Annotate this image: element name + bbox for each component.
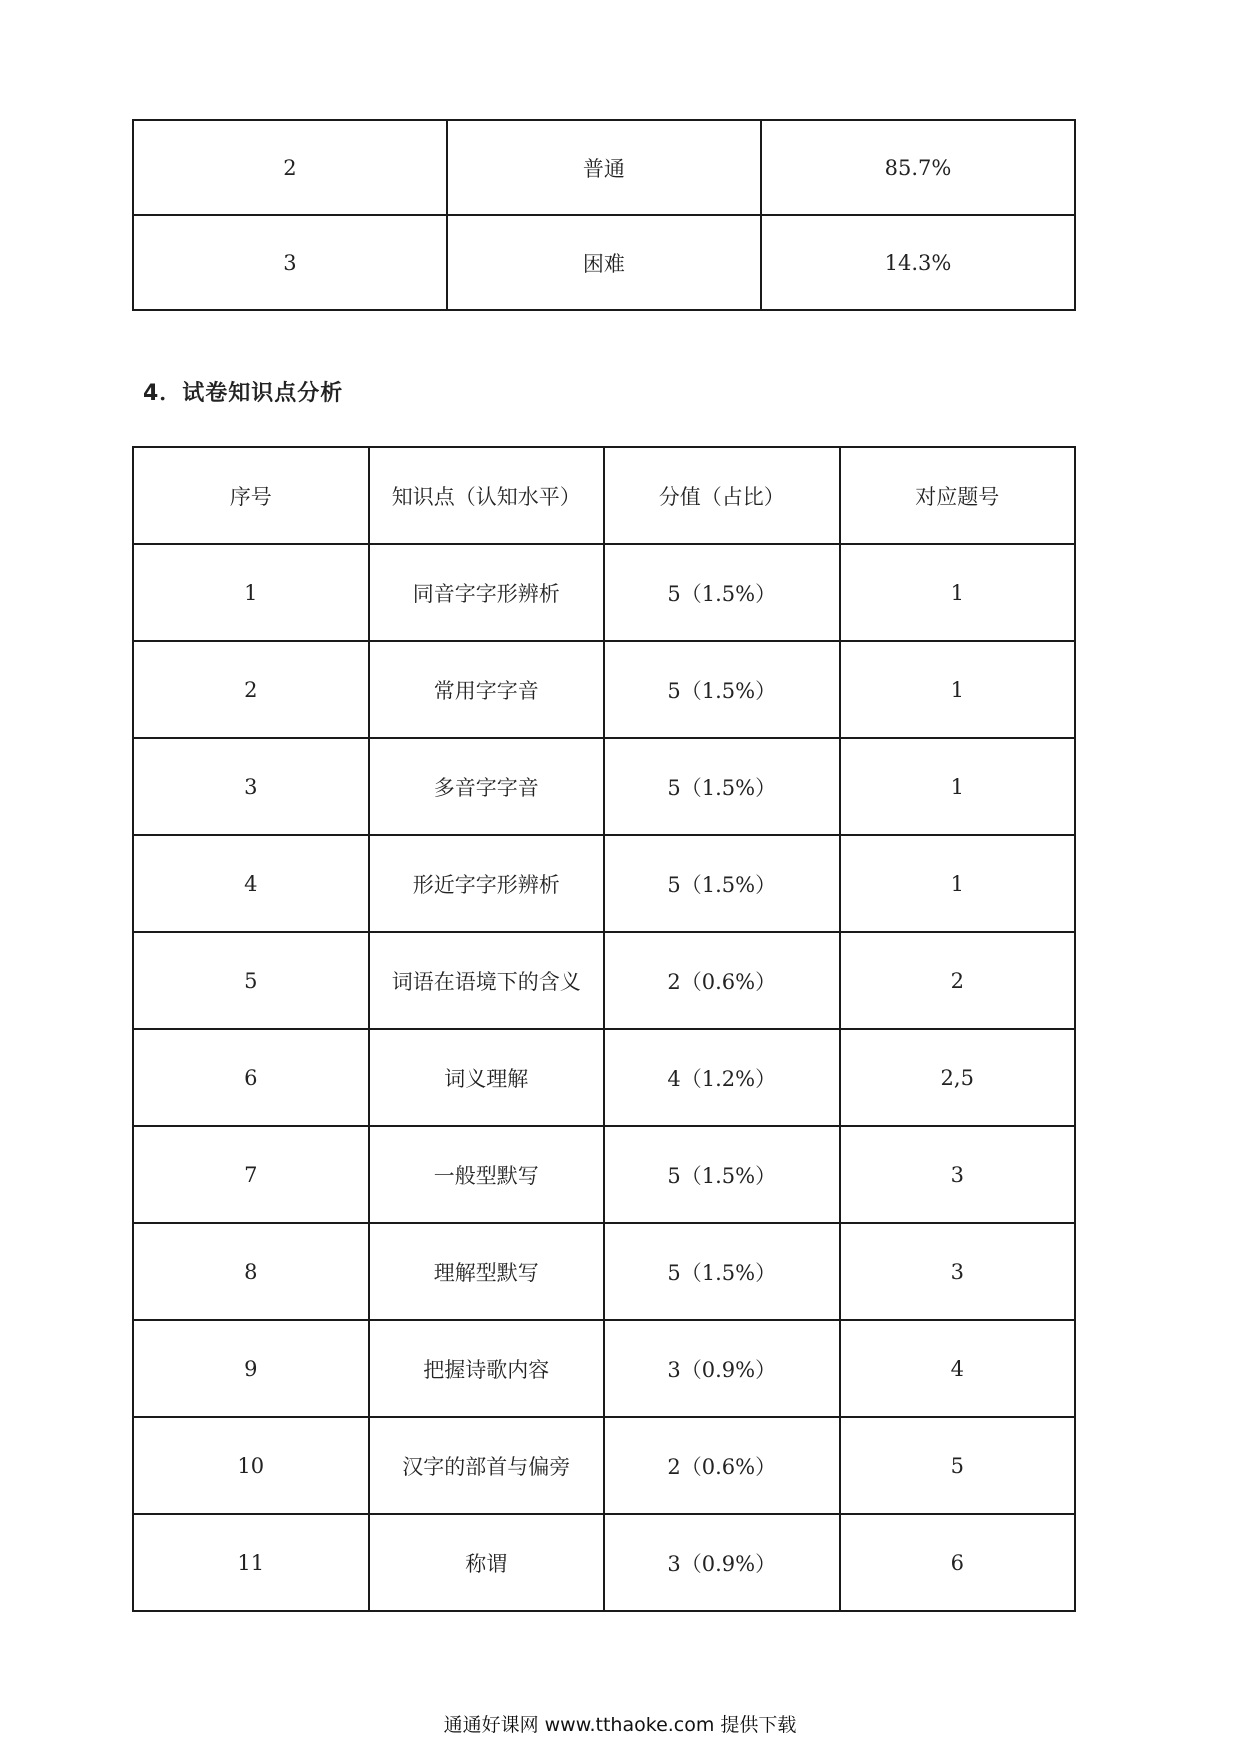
column-header-score: 分值（占比）	[604, 447, 840, 544]
knowledge-point-cell: 常用字字音	[369, 641, 605, 738]
section-heading: 4．试卷知识点分析	[143, 381, 344, 406]
column-header-knowledge-point: 知识点（认知水平）	[369, 447, 605, 544]
difficulty-table	[132, 119, 1076, 311]
table-header-row	[133, 447, 1075, 544]
table-row	[133, 120, 1075, 215]
knowledge-point-cell: 词语在语境下的含义	[369, 932, 605, 1029]
table-row	[133, 1223, 1075, 1320]
question-number-cell: 1	[840, 738, 1076, 835]
question-number-cell: 6	[840, 1514, 1076, 1611]
index-cell: 6	[133, 1029, 369, 1126]
knowledge-point-cell: 一般型默写	[369, 1126, 605, 1223]
table-row	[133, 215, 1075, 310]
score-cell: 5（1.5%）	[604, 641, 840, 738]
knowledge-point-table	[132, 446, 1076, 1612]
difficulty-level-cell: 2	[133, 120, 447, 215]
score-cell: 5（1.5%）	[604, 544, 840, 641]
question-number-cell: 4	[840, 1320, 1076, 1417]
index-cell: 10	[133, 1417, 369, 1514]
score-cell: 5（1.5%）	[604, 1126, 840, 1223]
table-row	[133, 1514, 1075, 1611]
score-cell: 3（0.9%）	[604, 1514, 840, 1611]
table-row	[133, 738, 1075, 835]
index-cell: 5	[133, 932, 369, 1029]
table-row	[133, 835, 1075, 932]
column-header-question-number: 对应题号	[840, 447, 1076, 544]
score-cell: 4（1.2%）	[604, 1029, 840, 1126]
knowledge-point-cell: 理解型默写	[369, 1223, 605, 1320]
question-number-cell: 2,5	[840, 1029, 1076, 1126]
score-cell: 5（1.5%）	[604, 835, 840, 932]
question-number-cell: 2	[840, 932, 1076, 1029]
question-number-cell: 1	[840, 835, 1076, 932]
index-cell: 2	[133, 641, 369, 738]
table-row	[133, 1126, 1075, 1223]
knowledge-point-cell: 称谓	[369, 1514, 605, 1611]
index-cell: 3	[133, 738, 369, 835]
index-cell: 1	[133, 544, 369, 641]
table-row	[133, 1320, 1075, 1417]
table-row	[133, 641, 1075, 738]
score-cell: 3（0.9%）	[604, 1320, 840, 1417]
knowledge-point-cell: 词义理解	[369, 1029, 605, 1126]
knowledge-point-cell: 同音字字形辨析	[369, 544, 605, 641]
knowledge-point-cell: 多音字字音	[369, 738, 605, 835]
score-cell: 2（0.6%）	[604, 1417, 840, 1514]
table-row	[133, 1029, 1075, 1126]
column-header-index: 序号	[133, 447, 369, 544]
difficulty-name-cell: 普通	[447, 120, 761, 215]
difficulty-ratio-cell: 85.7%	[761, 120, 1075, 215]
question-number-cell: 3	[840, 1126, 1076, 1223]
question-number-cell: 1	[840, 544, 1076, 641]
index-cell: 7	[133, 1126, 369, 1223]
table-row	[133, 1417, 1075, 1514]
question-number-cell: 5	[840, 1417, 1076, 1514]
index-cell: 9	[133, 1320, 369, 1417]
score-cell: 2（0.6%）	[604, 932, 840, 1029]
page-footer: 通通好课网 www.tthaoke.com 提供下载	[443, 1714, 797, 1736]
difficulty-ratio-cell: 14.3%	[761, 215, 1075, 310]
question-number-cell: 3	[840, 1223, 1076, 1320]
knowledge-point-cell: 汉字的部首与偏旁	[369, 1417, 605, 1514]
score-cell: 5（1.5%）	[604, 738, 840, 835]
question-number-cell: 1	[840, 641, 1076, 738]
difficulty-name-cell: 困难	[447, 215, 761, 310]
knowledge-point-cell: 把握诗歌内容	[369, 1320, 605, 1417]
difficulty-level-cell: 3	[133, 215, 447, 310]
index-cell: 4	[133, 835, 369, 932]
index-cell: 11	[133, 1514, 369, 1611]
score-cell: 5（1.5%）	[604, 1223, 840, 1320]
table-row	[133, 932, 1075, 1029]
index-cell: 8	[133, 1223, 369, 1320]
table-row	[133, 544, 1075, 641]
knowledge-point-cell: 形近字字形辨析	[369, 835, 605, 932]
